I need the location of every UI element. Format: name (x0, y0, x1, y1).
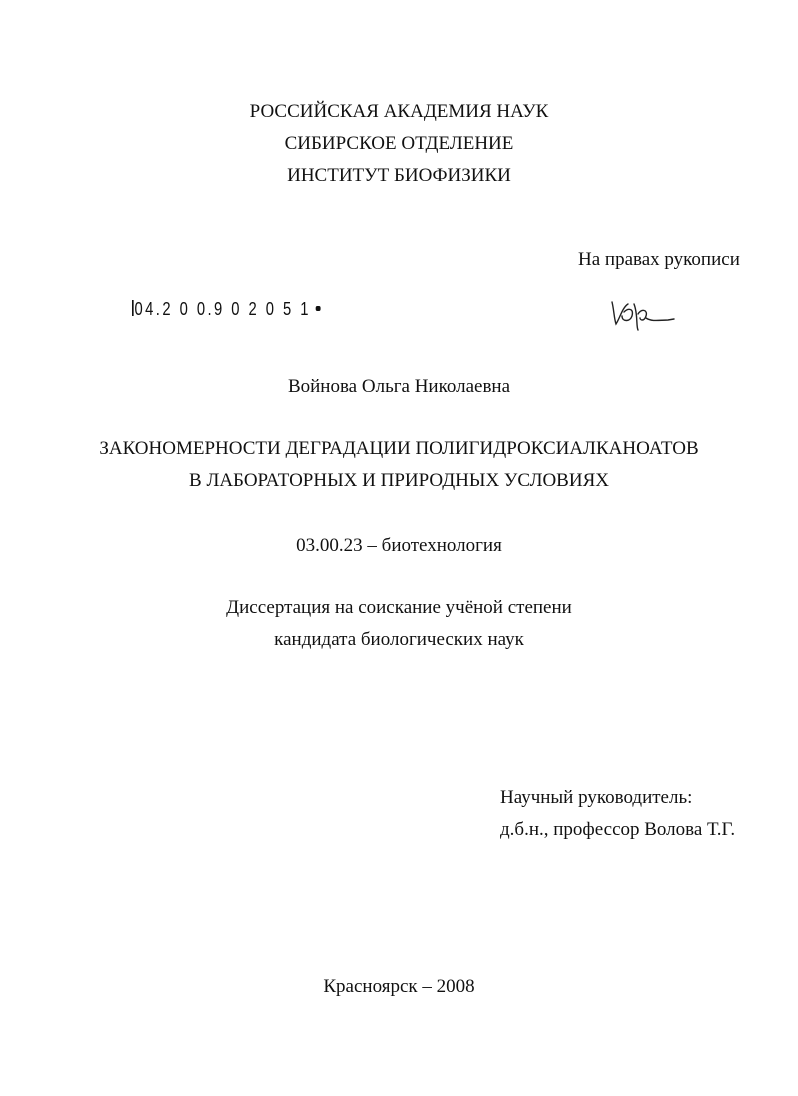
archive-code-text: 04.2 0 0.9 0 2 0 5 1 (134, 299, 311, 319)
author-name: Войнова Ольга Николаевна (287, 376, 511, 397)
specialty-code: 03.00.23 – биотехнология (296, 535, 502, 556)
archive-code (132, 299, 321, 320)
thesis-title-line2: В ЛАБОРАТОРНЫХ И ПРИРОДНЫХ УСЛОВИЯХ (189, 470, 609, 491)
degree-line2: кандидата биологических наук (274, 629, 524, 650)
degree-line1: Диссертация на соискание учёной степени (226, 597, 572, 618)
supervisor-name: д.б.н., профессор Волова Т.Г. (500, 819, 736, 840)
thesis-title-line1: ЗАКОНОМЕРНОСТИ ДЕГРАДАЦИИ ПОЛИГИДРОКСИАЛКАНОАТОВ (99, 438, 699, 459)
place-year: Красноярск – 2008 (323, 976, 475, 997)
org-line-institute: ИНСТИТУТ БИОФИЗИКИ (287, 165, 511, 186)
code-bar-mark (132, 300, 134, 316)
org-line-academy: РОССИЙСКАЯ АКАДЕМИЯ НАУК (249, 101, 549, 122)
org-line-branch: СИБИРСКОЕ ОТДЕЛЕНИЕ (284, 133, 514, 154)
supervisor-label: Научный руководитель: (500, 787, 693, 808)
manuscript-note: На правах рукописи (578, 249, 740, 270)
code-dot-mark (316, 306, 321, 311)
signature (608, 296, 680, 336)
